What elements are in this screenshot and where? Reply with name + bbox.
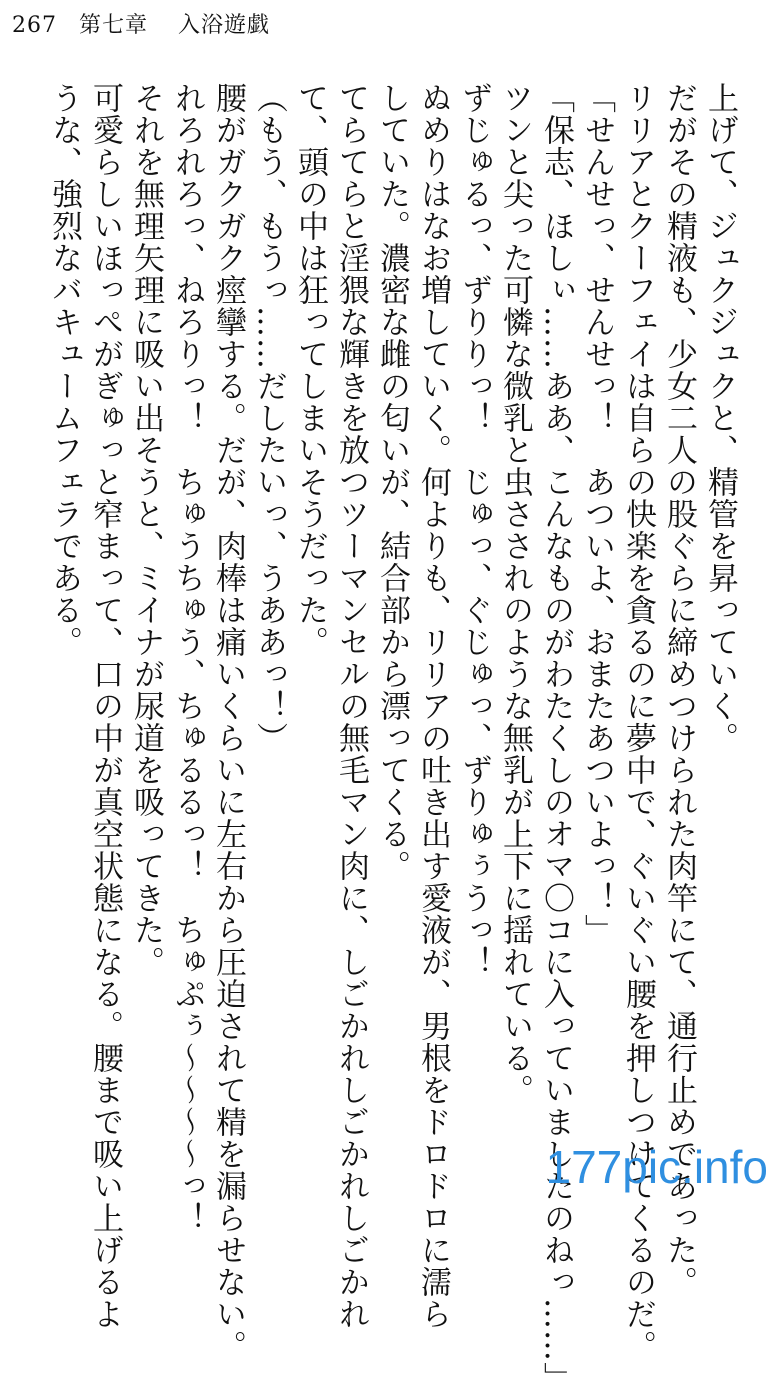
text-line: それを無理矢理に吸い出そうと、ミイナが尿道を吸ってきた。 [128,82,164,978]
text-line: ぬめりはなお増していく。何よりも、リリアの吐き出す愛液が、男根をドロドロに濡ら [415,82,451,1330]
text-line: ずじゅるっ、ずりりっ！ じゅっ、ぐじゅっ、ずりゅぅうっ！ [456,82,492,978]
text-line: て、頭の中は狂ってしまいそうだった。 [292,82,328,658]
text-line: 腰がガクガク痙攣する。だが、肉棒は痛いくらいに左右から圧迫されて精を漏らせない。 [210,82,246,1362]
chapter-title: 入浴遊戯 [178,13,271,38]
text-line: 「保志、ほしぃ……ああ、こんなものがわたくしのオマ〇コに入っていましたのねっ……」 [538,82,574,1394]
watermark-text: 177pic.info [545,1141,768,1193]
text-line: ツンと尖った可憐な微乳と虫さされのような無乳が上下に揺れている。 [497,82,533,1106]
text-line: 可愛らしいほっぺがぎゅっと窄まって、口の中が真空状態になる。腰まで吸い上げるよ [87,82,123,1330]
text-line: （もう、もうっ……だしたいっ、うああっ！） [251,82,287,754]
text-line: していた。濃密な雌の匂いが、結合部から漂ってくる。 [374,82,410,882]
running-header [12,8,270,39]
text-line: リリアとクーフェイは自らの快楽を貪るのに夢中で、ぐいぐい腰を押しつけてくるのだ。 [620,82,656,1362]
text-line: うな、強烈なバキュームフェラである。 [46,82,82,658]
text-line: てらてらと淫猥な輝きを放つツーマンセルの無毛マン肉に、しごかれしごかれしごかれ [333,82,369,1330]
text-line: れろれろっ、ねろりっ！ ちゅうちゅう、ちゅるるっ！ ちゅぷぅ〜〜〜〜っ！ [169,82,205,1234]
text-line: だがその精液も、少女二人の股ぐらに締めつけられた肉竿にて、通行止めであった。 [661,82,697,1298]
chapter-label: 第七章 [79,13,149,38]
text-line: 上げて、ジュクジュクと、精管を昇っていく。 [702,82,738,754]
page-number: 267 [12,13,57,38]
text-line: 「せんせっ、せんせっ！ あついよ、おまたあついよっ！」 [579,82,615,946]
